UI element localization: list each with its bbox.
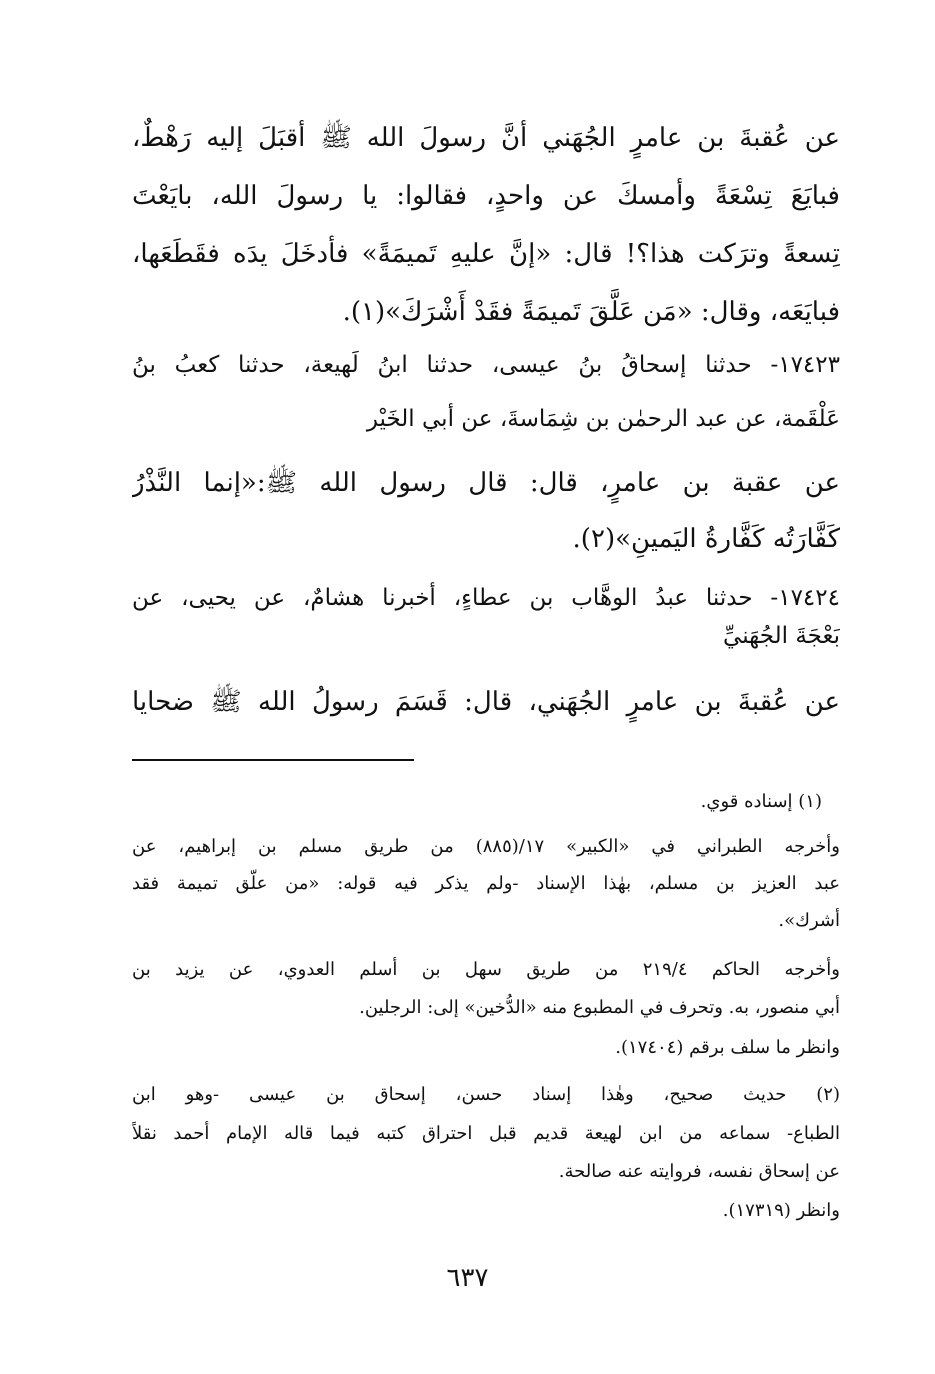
isnad-line: بَعْجَةَ الجُهَنيِّ <box>723 623 840 649</box>
footnote-line: أشرك». <box>778 910 840 931</box>
footnote-1 <box>132 784 840 1074</box>
hadith-17422-text <box>132 100 840 340</box>
text-line: فبايَعَ تِسْعَةً وأمسكَ عن واحدٍ، فقالوا: يا رسولَ الله، بايَعْتَ <box>132 181 840 211</box>
footnote-line: الطباع- سماعه من ابن لهيعة قديم قبل احتراق كتبه فيما قاله الإمام أحمد نقلاً <box>132 1123 840 1144</box>
hadith-17423-text <box>132 455 840 575</box>
text-line: تِسعةً وترَكت هذا؟! قال: «إنَّ عليهِ تَميمَةً» فأدخَلَ يدَه فقَطَعَها، <box>132 239 840 269</box>
footnote-separator <box>132 759 414 761</box>
text-line: عن عُقبةَ بن عامرٍ الجُهَني، قال: قَسَمَ رسولُ الله ﷺ ضحايا <box>132 687 840 717</box>
footnote-line: وأخرجه الحاكم ٢١٩/٤ من طريق سهل بن أسلم العدوي، عن يزيد بن <box>132 959 840 980</box>
footnote-line: أبي منصور، به. وتحرف في المطبوع منه «الدُّخين» إلى: الرجلين. <box>359 997 840 1018</box>
page-number: ٦٣٧ <box>446 1263 489 1293</box>
hadith-17424-text <box>132 676 840 728</box>
isnad-17424 <box>132 578 840 668</box>
text-line: فبايَعَه، وقال: «مَن عَلَّقَ تَميمَةً فقَدْ أَشْرَكَ»(١). <box>342 297 840 327</box>
footnote-line: وانظر ما سلف برقم (١٧٤٠٤). <box>615 1037 840 1058</box>
isnad-line: ١٧٤٢٤- حدثنا عبدُ الوهَّاب بن عطاءٍ، أخبرنا هشامٌ، عن يحيى، عن <box>132 585 840 611</box>
text-line: عن عقبة بن عامرٍ، قال: قال رسول الله ﷺ:«إنما النَّذْرُ <box>132 468 840 498</box>
footnote-line: وأخرجه الطبراني في «الكبير» ١٧/(٨٨٥) من طريق مسلم بن إبراهيم، عن <box>132 836 840 857</box>
footnote-line: عن إسحاق نفسه، فروايته عنه صالحة. <box>558 1161 840 1182</box>
footnote-line: وانظر (١٧٣١٩). <box>722 1200 840 1221</box>
text-line: عن عُقبةَ بن عامرٍ الجُهَني أنَّ رسولَ الله ﷺ أقبَلَ إليه رَهْطٌ، <box>132 123 840 153</box>
footnote-line: عبد العزيز بن مسلم، بهٰذا الإسناد -ولم يذكر فيه قوله: «من علّق تميمة فقد <box>132 873 840 894</box>
text-line: كَفَّارَتُه كَفَّارةُ اليَمينِ»(٢). <box>572 524 840 554</box>
footnote-2 <box>132 1079 840 1244</box>
isnad-line: عَلْقَمة، عن عبد الرحمٰن بن شِمَاسةَ، عن أبي الخَيْر <box>366 406 840 432</box>
isnad-17423 <box>132 345 840 445</box>
footnote-line: (١) إسناده قوي. <box>700 791 822 812</box>
footnote-line: (٢) حديث صحيح، وهٰذا إسناد حسن، إسحاق بن عيسى -وهو ابن <box>132 1084 840 1105</box>
isnad-line: ١٧٤٢٣- حدثنا إسحاقُ بنُ عيسى، حدثنا ابنُ لَهيعة، حدثنا كعبُ بنُ <box>132 352 840 378</box>
